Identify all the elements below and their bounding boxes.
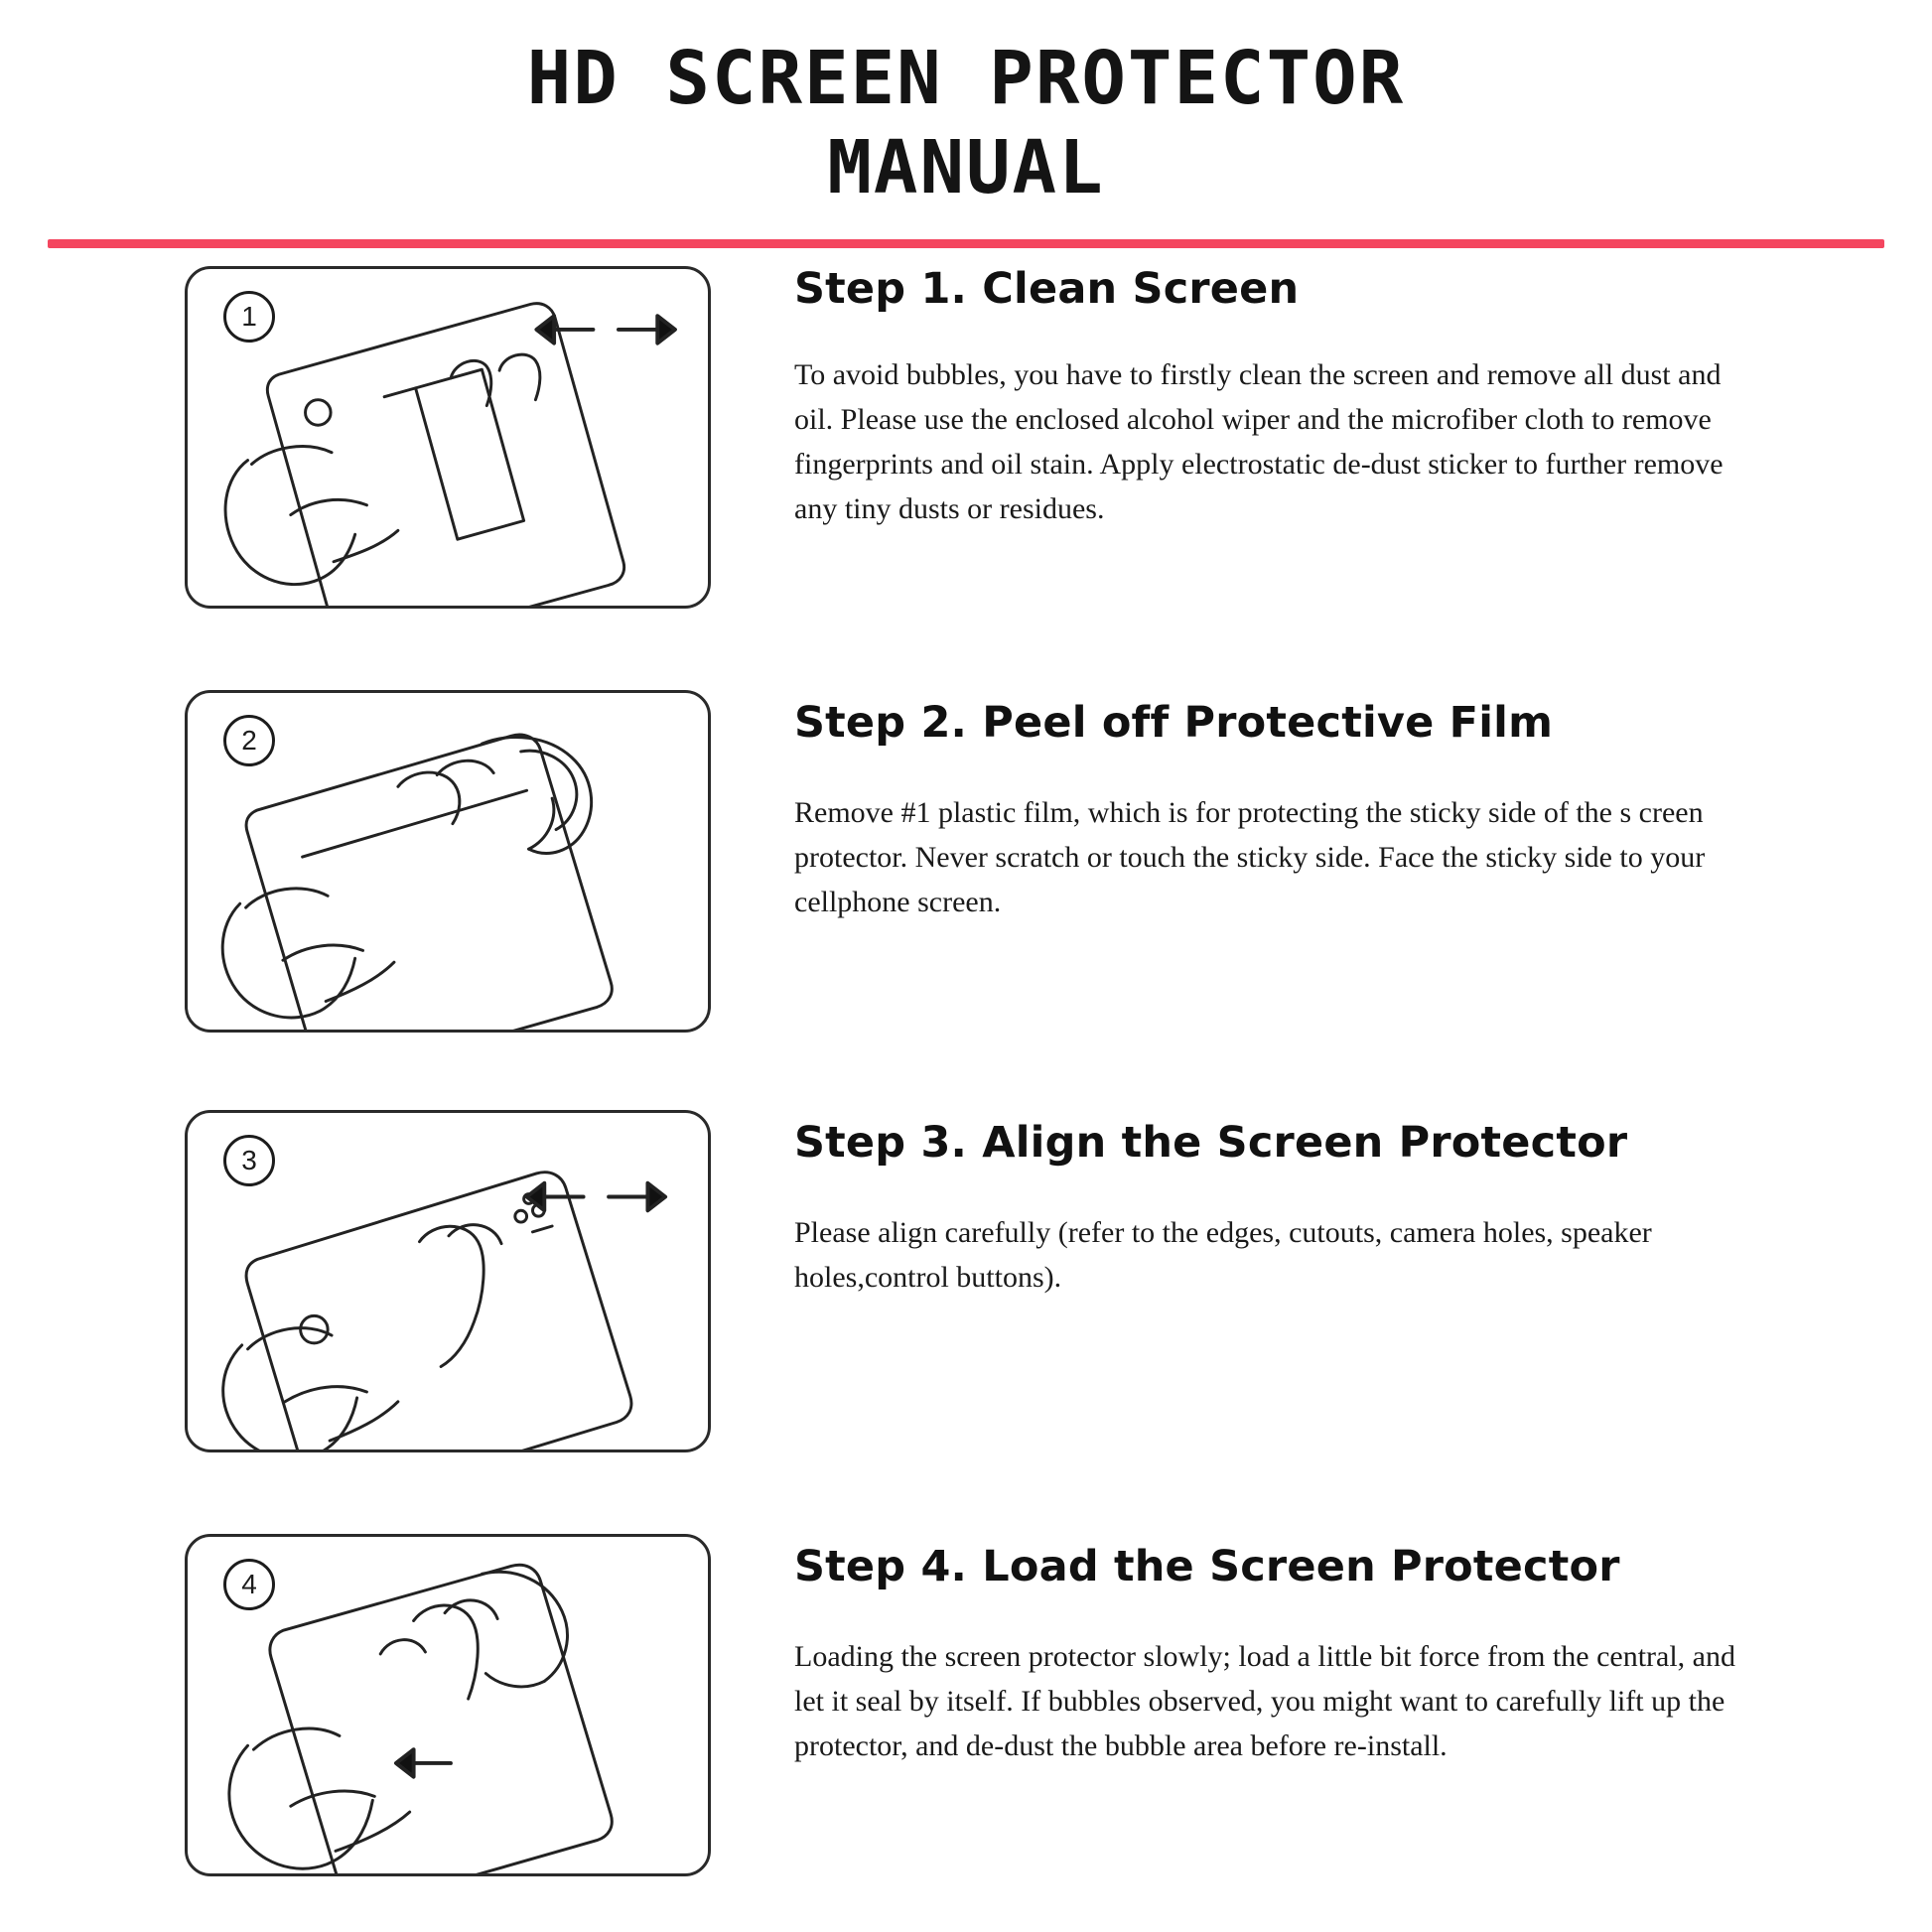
step-1-figure — [185, 266, 711, 609]
step-4-number-badge: 4 — [223, 1559, 275, 1610]
step-2-body: Remove #1 plastic film, which is for protecting the sticky side of the s creen protector. Never scratch or touch the sticky side. Face the sticky side to your cellphone screen. — [794, 795, 1706, 918]
step-3-copy — [711, 1110, 1888, 1300]
step-3-figure — [185, 1110, 711, 1452]
step-1-number-badge: 1 — [223, 291, 275, 343]
step-4-figure — [185, 1534, 711, 1876]
step-item — [0, 1534, 1932, 1876]
step-2-number-badge: 2 — [223, 715, 275, 766]
document-header — [0, 0, 1932, 248]
step-item — [0, 690, 1932, 1033]
step-3-number-badge: 3 — [223, 1135, 275, 1186]
step-2-figure — [185, 690, 711, 1033]
step-1-title: Step 1. Clean Screen — [794, 263, 1300, 314]
page-title-line-2: MANUAL — [827, 125, 1105, 211]
steps-list — [0, 263, 1932, 1876]
step-1-copy — [711, 263, 1888, 531]
step-item — [0, 1110, 1932, 1452]
step-item — [0, 263, 1932, 609]
step-3-body: Please align carefully (refer to the edges, cutouts, camera holes, speaker holes,control buttons). — [794, 1215, 1652, 1294]
step-1-body: To avoid bubbles, you have to firstly clean the screen and remove all dust and oil. Please use the enclosed alcohol wiper and the microfiber cloth to remove fingerprints and oil stain. Apply electrostatic de-dust sticker to further remove any tiny dusts or residues. — [794, 357, 1724, 525]
step-2-title: Step 2. Peel off Protective Film — [794, 697, 1554, 748]
title-divider — [48, 239, 1884, 248]
step-3-title: Step 3. Align the Screen Protector — [794, 1117, 1628, 1168]
step-2-copy — [711, 690, 1888, 924]
page-title-line-1: HD SCREEN PROTECTOR — [526, 36, 1406, 121]
step-4-title: Step 4. Load the Screen Protector — [794, 1541, 1620, 1591]
step-4-body: Loading the screen protector slowly; load a little bit force from the central, and let it seal by itself. If bubbles observed, you might want to carefully lift up the protector, and de-dust the bubble area before re-install. — [794, 1639, 1735, 1762]
step-4-copy — [711, 1534, 1888, 1768]
